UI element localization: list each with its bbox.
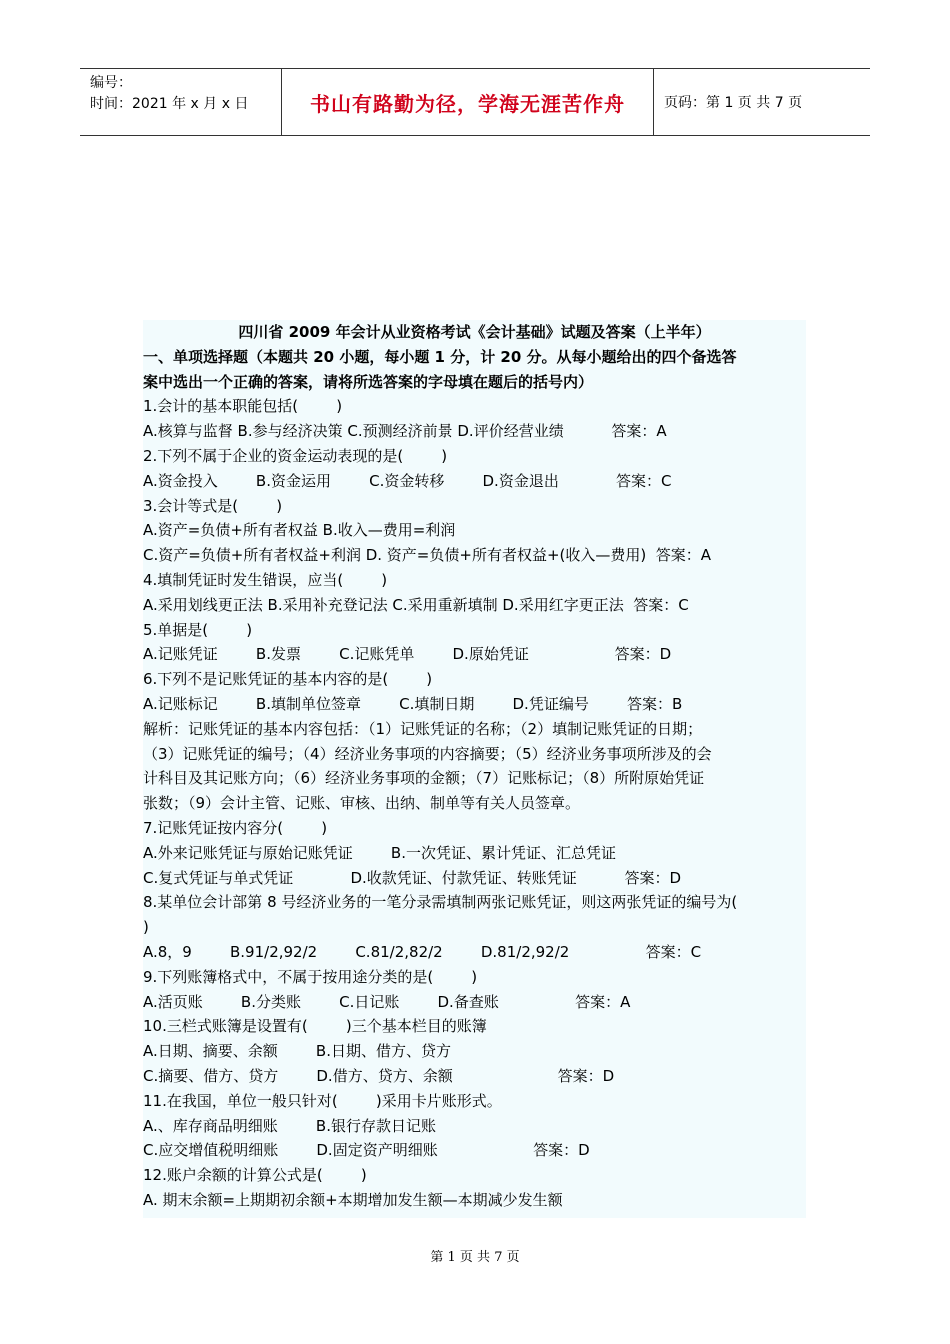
text-line: A.外来记账凭证与原始记账凭证 B.一次凭证、累计凭证、汇总凭证 — [143, 843, 616, 862]
text-line: 2.下列不属于企业的资金运动表现的是( ) — [143, 446, 448, 465]
text-line: C.应交增值税明细账 D.固定资产明细账 答案：D — [143, 1141, 590, 1160]
text-line: A.、库存商品明细账 B.银行存款日记账 — [143, 1116, 436, 1135]
text-line: C.复式凭证与单式凭证 D.收款凭证、付款凭证、转账凭证 答案：D — [143, 868, 682, 887]
text-line: （3）记账凭证的编号；（4）经济业务事项的内容摘要；（5）经济业务事项所涉及的会 — [143, 744, 712, 763]
text-line: 张数；（9）会计主管、记账、审核、出纳、制单等有关人员签章。 — [143, 794, 581, 813]
text-line: C.资产=负债+所有者权益+利润 D. 资产=负债+所有者权益+(收入—费用) 答案：A — [143, 546, 712, 565]
text-line: 3.会计等式是( ) — [143, 496, 283, 515]
document-body — [143, 320, 806, 1218]
header-motto: 书山有路勤为径，学海无涯苦作舟 — [282, 69, 654, 135]
text-line: 10.三栏式账簿是设置有( )三个基本栏目的账簿 — [143, 1017, 487, 1036]
text-line: 9.下列账簿格式中，不属于按用途分类的是( ) — [143, 967, 478, 986]
header-page-info: 页码：第 1 页 共 7 页 — [664, 95, 803, 111]
section-heading-line-1: 一、单项选择题（本题共 20 小题，每小题 1 分，计 20 分。从每小题给出的四个备选答 — [143, 347, 737, 366]
header-meta — [80, 69, 282, 135]
text-line: A.核算与监督 B.参与经济决策 C.预测经济前景 D.评价经营业绩 答案：A — [143, 422, 667, 441]
text-line: A.活页账 B.分类账 C.日记账 D.备查账 答案：A — [143, 992, 631, 1011]
number-label: 编号： — [90, 75, 132, 91]
page-footer: 第 1 页 共 7 页 — [430, 1250, 520, 1265]
text-line: A. 期末余额=上期期初余额+本期增加发生额—本期减少发生额 — [143, 1190, 563, 1209]
text-line: ) — [143, 918, 149, 937]
text-line: 1.会计的基本职能包括( ) — [143, 397, 343, 416]
text-line: A.记账凭证 B.发票 C.记账凭单 D.原始凭证 答案：D — [143, 645, 672, 664]
text-line: 11.在我国，单位一般只针对( )采用卡片账形式。 — [143, 1091, 502, 1110]
text-line: 12.账户余额的计算公式是( ) — [143, 1166, 367, 1185]
text-line: 解析：记账凭证的基本内容包括：（1）记账凭证的名称；（2）填制记账凭证的日期； — [143, 719, 703, 738]
text-line: A.记账标记 B.填制单位签章 C.填制日期 D.凭证编号 答案：B — [143, 694, 683, 713]
text-line: C.摘要、借方、贷方 D.借方、贷方、余额 答案：D — [143, 1066, 615, 1085]
section-heading-line-2: 案中选出一个正确的答案，请将所选答案的字母填在题后的括号内） — [143, 372, 594, 391]
text-line: 计科目及其记账方向；（6）经济业务事项的金额；（7）记账标记；（8）所附原始凭证 — [143, 769, 705, 788]
time-label: 时间：2021 年 x 月 x 日 — [90, 96, 249, 112]
text-line: 8.某单位会计部第 8 号经济业务的一笔分录需填制两张记账凭证，则这两张凭证的编号为( — [143, 893, 738, 912]
text-line: 4.填制凭证时发生错误，应当( ) — [143, 570, 388, 589]
text-line: A.采用划线更正法 B.采用补充登记法 C.采用重新填制 D.采用红字更正法 答案：C — [143, 595, 689, 614]
text-line: 6.下列不是记账凭证的基本内容的是( ) — [143, 670, 433, 689]
question-lines — [143, 394, 806, 1212]
page-header — [80, 68, 870, 136]
text-line: A.资产=负债+所有者权益 B.收入—费用=利润 — [143, 521, 456, 540]
document-title: 四川省 2009 年会计从业资格考试《会计基础》试题及答案（上半年） — [238, 323, 711, 341]
text-line: A.资金投入 B.资金运用 C.资金转移 D.资金退出 答案：C — [143, 471, 672, 490]
text-line: 7.记账凭证按内容分( ) — [143, 818, 328, 837]
text-line: A.8，9 B.91/2,92/2 C.81/2,82/2 D.81/2,92/2 答案：C — [143, 942, 702, 961]
text-line: 5.单据是( ) — [143, 620, 253, 639]
text-line: A.日期、摘要、余额 B.日期、借方、贷方 — [143, 1042, 451, 1061]
